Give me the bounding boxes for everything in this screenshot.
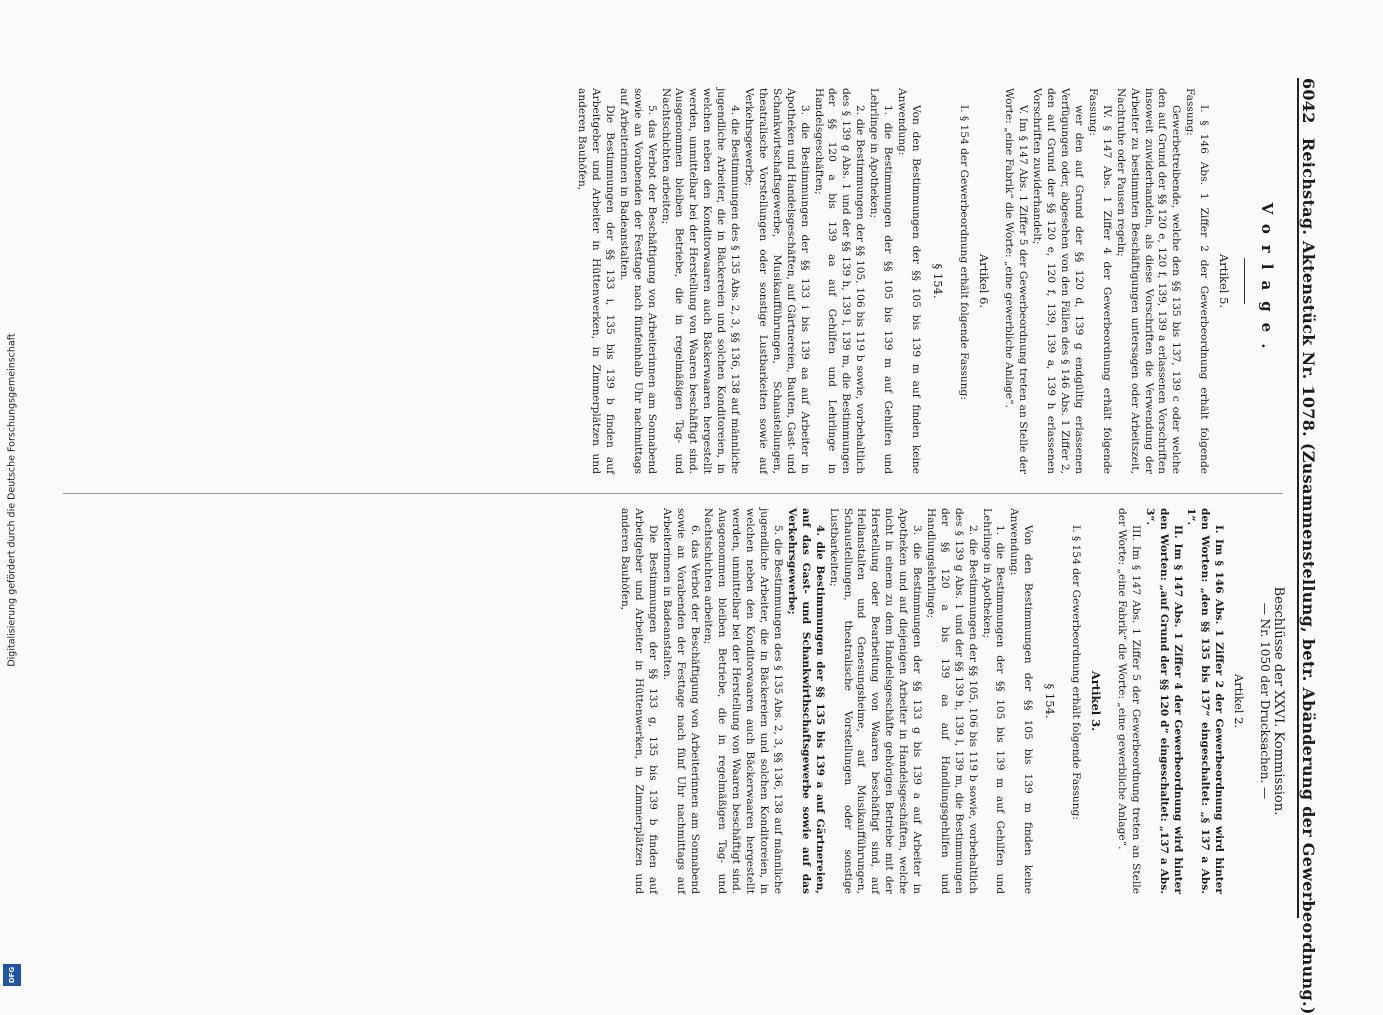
right-subheading: — Nr. 1050 der Drucksachen. — <box>1258 602 1273 800</box>
funding-sidebar <box>0 0 24 1000</box>
list-item: 6. das Verbot der Beschäftigung von Arbeiterinnen am Sonnabend sowie an Vorabenden der Festtage nach fünf Uhr nachmittags auf Arbeiterinnen in Badeanstalten. <box>660 508 701 894</box>
list-item: 4. die Bestimmungen des § 135 Abs. 2, 3, §§ 136, 138 auf männliche jugendliche Arbeiter, die in Bäckereien und solchen Konditoreien, in welchen neben den Konditorwaaren auch Bäckerwaaren hergestellt werden, unmittelbar bei der Herstellung von Waaren beschäftigt sind. Ausgenommen bleiben Betriebe, die in regelmäßigen Tag- und Nachtschichten arbeiten; <box>659 88 742 474</box>
section-154-title: § 154. <box>1043 683 1058 719</box>
list-item: 1. die Bestimmungen der §§ 105 bis 139 m auf Gehilfen und Lehrlinge in Apotheken; <box>868 88 895 474</box>
right-heading: Beschlüsse der XXVI. Kommission. <box>1271 586 1286 816</box>
list-item: 1. die Bestimmungen der §§ 105 bis 139 m auf Gehilfen und Lehrlinge in Apotheken; <box>980 508 1007 894</box>
art5-paragraph-3: IV. § 147 Abs. 1 Ziffer 4 der Gewerbeordnung erhält folgende Fassung: <box>1086 88 1113 474</box>
page-header <box>1297 78 1333 1015</box>
section-154-title: § 154. <box>930 263 945 299</box>
art5-paragraph-1: I. § 146 Abs. 1 Ziffer 2 der Gewerbeordnung erhält folgende Fassung: <box>1184 88 1211 474</box>
page-title: Reichstag. Aktenstück Nr. 1078. (Zusammenstellung, betr. Abänderung der Gewerbeordnung.) <box>1299 137 1318 1015</box>
funding-note: Digitalisierung gefördert durch die Deutsche Forschungsgemeinschaft <box>6 333 18 667</box>
section-154-intro: Von den Bestimmungen der §§ 105 bis 139 m auf finden keine Anwendung: <box>895 88 922 474</box>
art2-title: Artikel 2. <box>1232 673 1247 729</box>
list-item: 2. die Bestimmungen der §§ 105, 106 bis 119 b sowie, vorbehaltlich des § 139 g Abs. 1 und der §§ 139 h, 139 l, 139 m, die Bestimmungen der §§ 120 a bis 139 aa auf Handlungsgehilfen und Handlungslehrlinge; <box>924 508 979 894</box>
art5-paragraph-4: wer den auf Grund der §§ 120 d, 139 g endgültig erlassenen Verfügungen oder, abgesehen von den Fällen des § 146 Abs. 1 Ziffer 2, den auf Grund der §§ 120 e, 120 f, 139, 139 a, 139 h erlassenen Vorschriften zuwiderhandelt; <box>1031 88 1086 474</box>
section-154-intro: Von den Bestimmungen der §§ 105 bis 139 m finden keine Anwendung: <box>1008 508 1035 894</box>
page-number: 6042 <box>1299 78 1318 124</box>
right-column <box>47 508 1287 894</box>
art2-paragraph-3: III. Im § 147 Abs. 1 Ziffer 5 der Gewerbeordnung treten an Stelle der Worte: „eine Fabrik“ die Worte: „eine gewerbliche Anlage“. <box>1115 508 1142 894</box>
art5-paragraph-2: Gewerbetreibende, welche den §§ 135 bis 137, 139 c oder welche den auf Grund der §§ 120 e, 120 f, 139, 139 a erlassenen Vorschriften insoweit zuwiderhandeln, als diese Vorschriften die Verwendung der Arbeiter zu bestimmten Beschäftigungen untersagen oder Arbeitszeit, Nachtruhe oder Pausen regeln; <box>1114 88 1183 474</box>
dfg-logo-text: DFG <box>8 966 16 984</box>
closing-paragraph: Die Bestimmungen der §§ 133 g, 135 bis 139 b finden auf Arbeitgeber und Arbeiter in Hüttenwerken, in Zimmerplätzen und anderen Bauhöfen, <box>619 508 659 894</box>
left-heading: Vorlage. <box>1258 202 1276 360</box>
art5-paragraph-5: V. Im § 147 Abs. 1 Ziffer 5 der Gewerbeordnung treten an Stelle der Worte: „eine Fabrik“ die Worte: „eine gewerbliche Anlage“. <box>1003 88 1030 474</box>
list-item: 5. die Bestimmungen des § 135 Abs. 2, 3, §§ 136, 138 auf männliche jugendliche Arbeiter, die in Bäckereien und solchen Konditoreien, in welchen neben den Konditorwaaren auch Bäckerwaaren hergestellt werden, unmittelbar bei der Herstellung von Waaren beschäftigt sind. Ausgenommen bleiben Betriebe, die in regelmäßigen Tag- und Nachtschichten arbeiten; <box>702 508 784 894</box>
list-item: 3. die Bestimmungen der §§ 133 i bis 139 aa auf Arbeiter in Apotheken und Handelsgeschäften, auf Gärtnereien, Bauten, Gast- und Schankwirtschaftsgewerbe, Musikaufführungen, Schaustellungen, theatralische Vorstellungen oder sonstige Lustbarkeiten sowie auf Verkehrsgewerbe; <box>743 88 811 474</box>
art6-title: Artikel 6. <box>976 253 991 309</box>
art6-paragraph-1: I. § 154 der Gewerbeordnung erhält folgende Fassung: <box>957 104 970 400</box>
list-item: 5. das Verbot der Beschäftigung von Arbeiterinnen am Sonnabend sowie an Vorabenden der Festtage nach fünfeinhalb Uhr nachmittags auf Arbeiterinnen in Badeanstalten. <box>617 88 658 474</box>
art5-title: Artikel 5. <box>1217 253 1232 309</box>
list-item: 4. die Bestimmungen der §§ 135 bis 139 a auf Gärtnereien, auf das Gast- und Schankwirthschaftsgewerbe sowie auf das Verkehrsgewerbe; <box>785 508 826 894</box>
art3-title: Artikel 3. <box>1089 670 1104 732</box>
closing-paragraph: Die Bestimmungen der §§ 133 i, 135 bis 139 b finden auf Arbeitgeber und Arbeiter in Hüttenwerken, in Zimmerplätzen und anderen Bauhöfen, <box>576 88 616 474</box>
art2-paragraph-2: II. Im § 147 Abs. 1 Ziffer 4 der Gewerbeordnung wird hinter den Worten: „auf Grund der §§ 120 d“ eingeschaltet: „137 a Abs. 3“. <box>1143 508 1184 894</box>
art2-paragraph-1: I. Im § 146 Abs. 1 Ziffer 2 der Gewerbeordnung wird hinter den Worten: „den §§ 135 bis 137“ eingeschaltet: „§ 137 a Abs. 1“. <box>1185 508 1226 894</box>
dfg-logo-icon <box>3 964 21 986</box>
column-divider <box>63 493 1283 494</box>
list-item: 2. die Bestimmungen der §§ 105, 106 bis 119 b sowie, vorbehaltlich des § 139 g Abs. 1 und der §§ 139 h, 139 l, 139 m, die Bestimmungen der §§ 120 a bis 139 aa auf Gehilfen und Lehrlinge in Handelsgeschäften; <box>812 88 867 474</box>
left-column <box>47 88 1287 474</box>
heading-rule <box>1244 258 1245 304</box>
art3-paragraph-1: I. § 154 der Gewerbeordnung erhält folgende Fassung: <box>1070 524 1083 820</box>
list-item: 3. die Bestimmungen der §§ 133 g bis 139 a auf Arbeiter in Apotheken und auf diejenigen Arbeiter in Handelsgeschäften, welche nicht in einem zu dem Handelsgeschäfte gehörigen Betriebe mit der Herstellung oder Bearbeitung von Waaren beschäftigt sind, auf Heilanstalten und Genesungsheime, auf Musikaufführungen, Schaustellungen, theatralische Vorstellungen oder sonstige Lustbarkeiten; <box>827 508 924 894</box>
